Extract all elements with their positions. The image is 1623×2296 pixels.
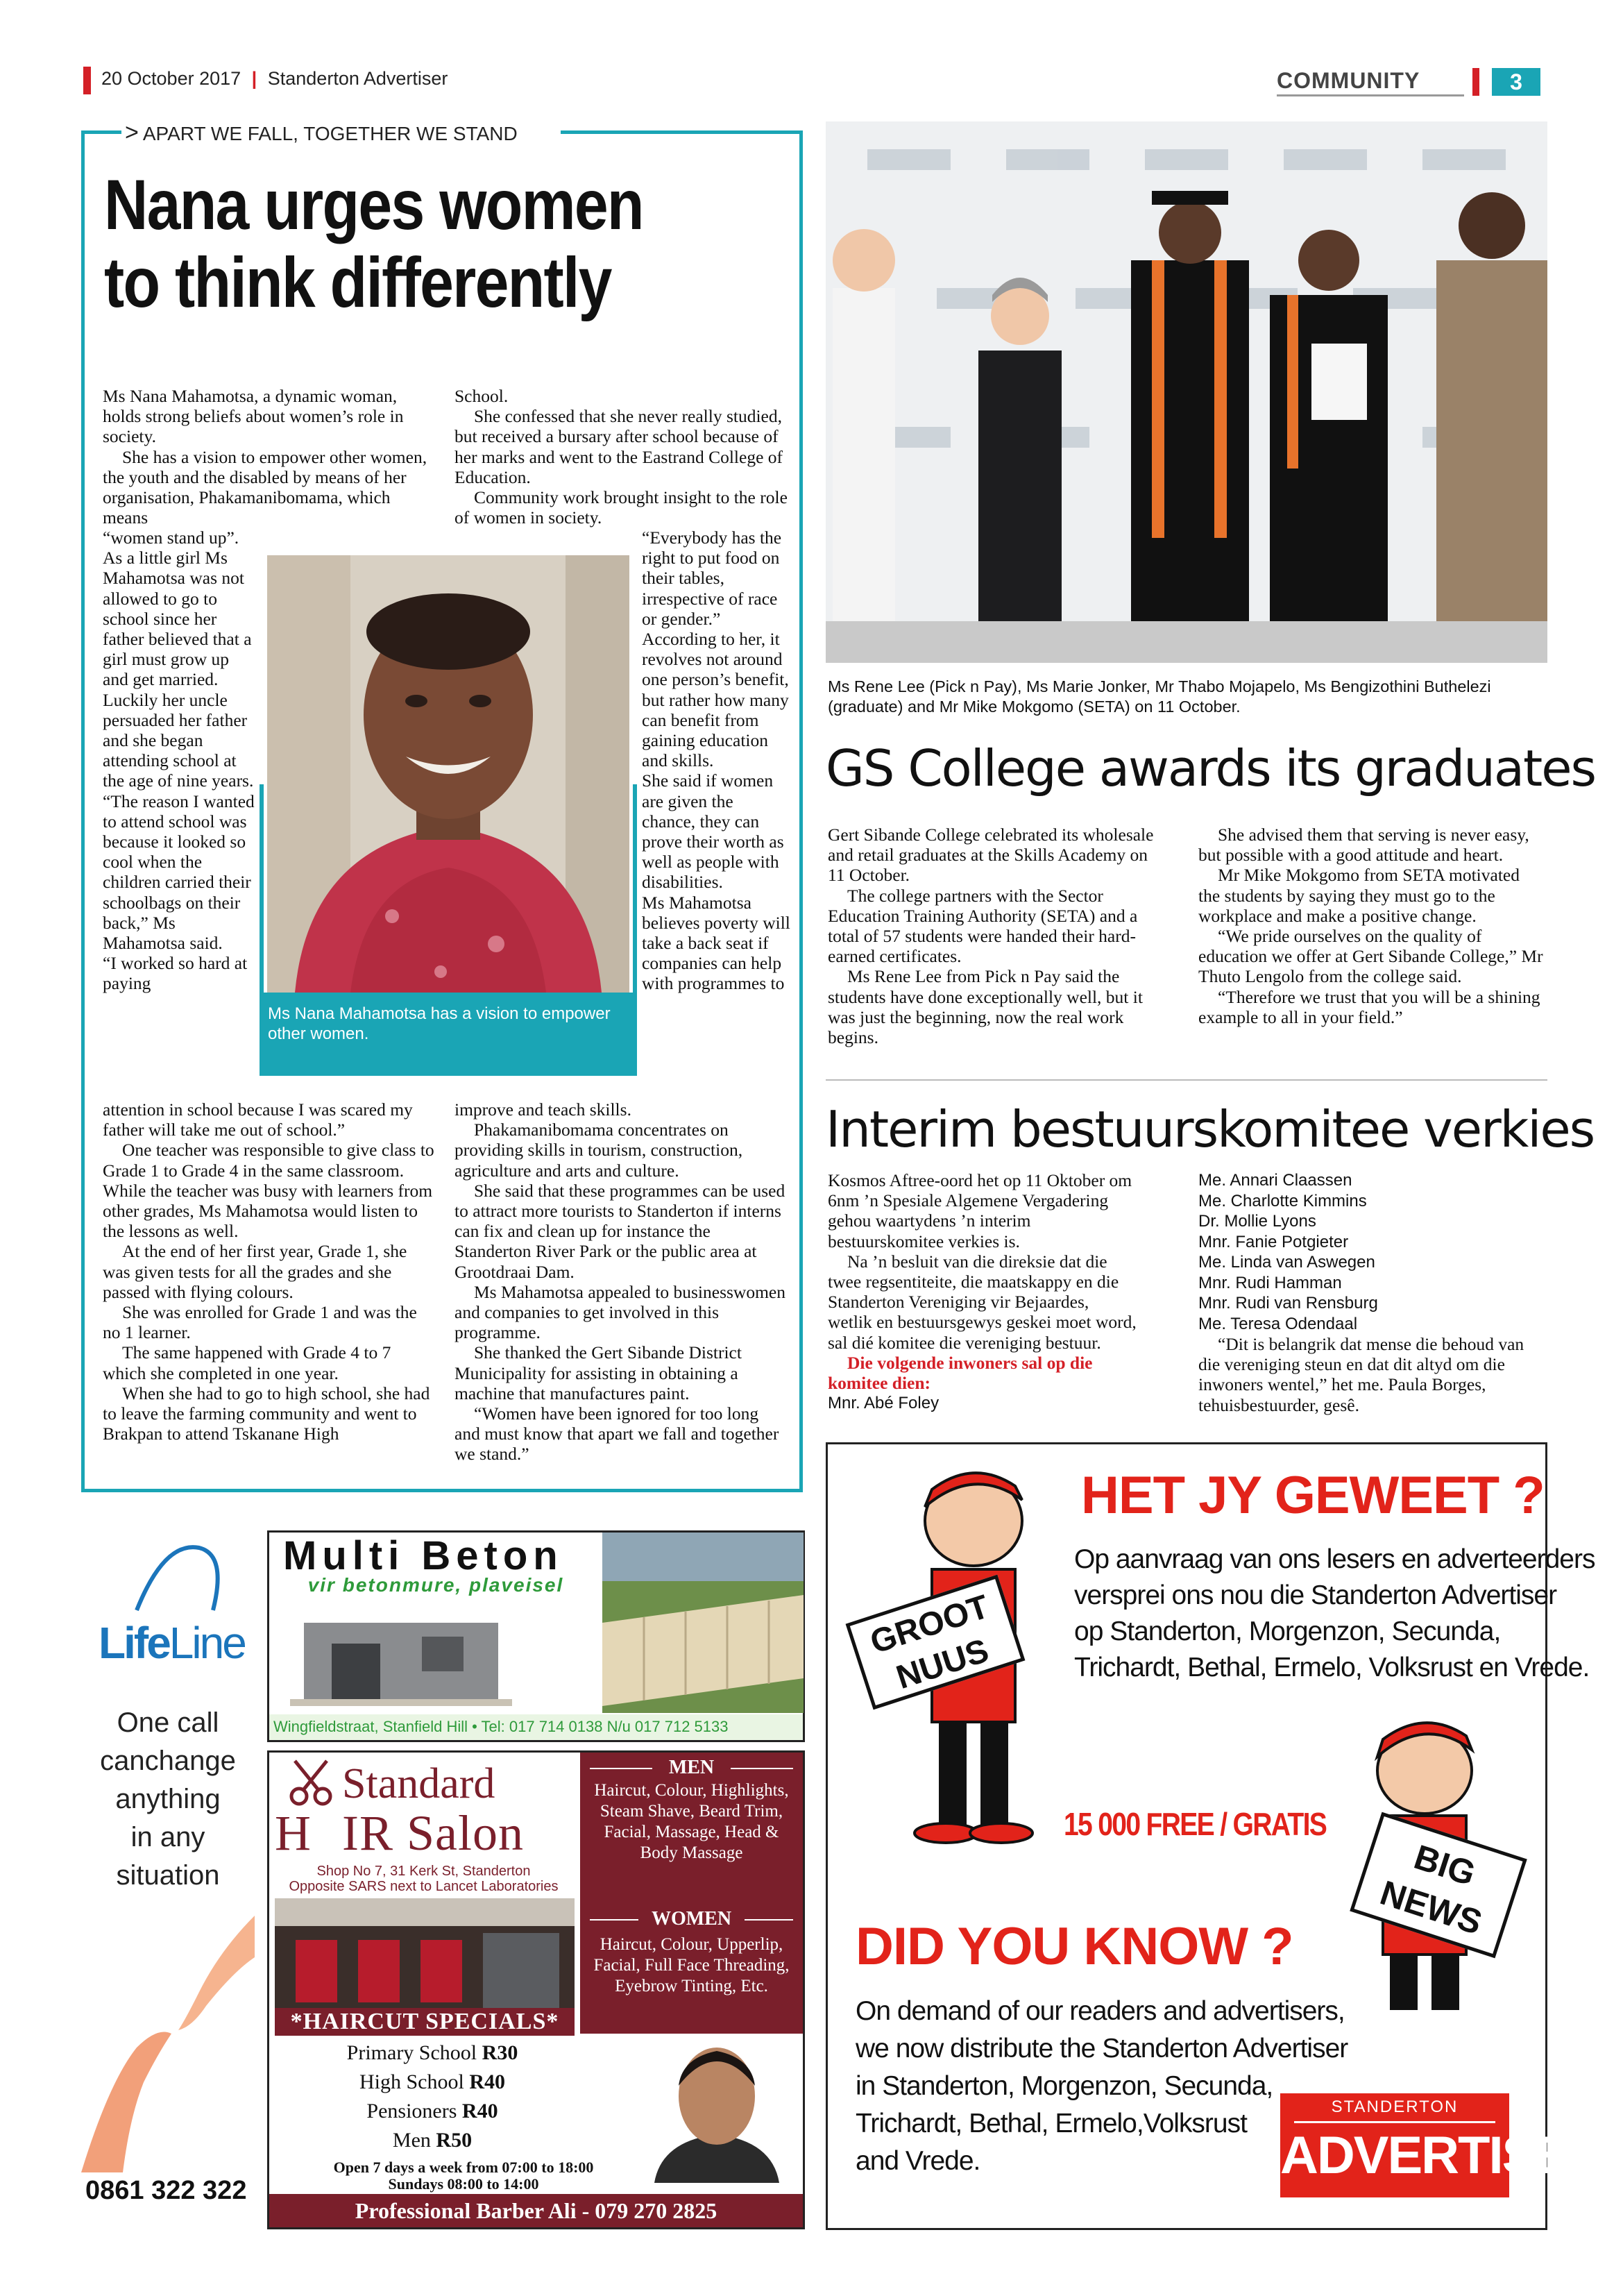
advertiser-logo [1280, 2093, 1606, 2197]
lifeline-swoosh-icon [123, 1534, 234, 1617]
price-row [269, 2097, 595, 2126]
en-text-line: and Vrede. [856, 2146, 980, 2176]
price-row [269, 2038, 595, 2068]
salon-name-h: H [275, 1805, 312, 1861]
tagline-line: anything [115, 1784, 221, 1814]
header-dateline [101, 68, 448, 90]
helping-hands-icon [81, 1909, 255, 2172]
kicker [125, 119, 518, 146]
af-text-line: versprei ons nou die Standerton Advertiser [1074, 1580, 1557, 1610]
paragraph: Kosmos Aftree-oord het op 11 Oktober om 6nm ’n Spesiale Algemene Vergadering gehou waartydens ’n interim bestuurskomitee verkies is. [828, 1170, 1132, 1251]
main-col1-bottom [103, 1099, 436, 1444]
men-rule-right [731, 1768, 793, 1769]
precast-wall-photo [602, 1533, 804, 1713]
paragraph: Gert Sibande College celebrated its wholesale and retail graduates at the Skills Academy on 11 October. [828, 825, 1154, 886]
barber-contact: Professional Barber Ali - 079 270 2825 [269, 2194, 803, 2227]
committee-headline: Interim bestuurskomitee verkies [826, 1100, 1595, 1158]
committee-closing [1198, 1334, 1545, 1415]
hours-line: Sundays 08:00 to 14:00 [388, 2175, 539, 2193]
paragraph: improve and teach skills. [454, 1099, 631, 1120]
haircut-specials: *HAIRCUT SPECIALS* [275, 2008, 575, 2036]
en-title: DID YOU KNOW ? [856, 1917, 1293, 1976]
en-text-line: in Standerton, Morgenzon, Secunda, [856, 2071, 1273, 2101]
logo-big-text: ADVERTISER [1280, 2126, 1606, 2185]
multibeton-subtitle: vir betonmure, plaveisel [307, 1574, 564, 1596]
women-services: Haircut, Colour, Upperlip, Facial, Full Face Threading, Eyebrow Tinting, Etc. [593, 1935, 790, 1995]
headline-line1: Nana urges women [104, 165, 643, 244]
page-number: 3 [1510, 69, 1522, 94]
paragraph: She advised them that serving is never easy, but possible with a good attitude and heart. [1198, 825, 1529, 866]
free-gratis: 15 000 FREE / GRATIS [1064, 1806, 1327, 1842]
hours-line: Open 7 days a week from 07:00 to 18:00 [333, 2159, 594, 2176]
graduates-headline: GS College awards its graduates [826, 739, 1596, 797]
af-text-line: op Standerton, Morgenzon, Secunda, [1074, 1617, 1501, 1646]
price-label: High School [359, 2070, 464, 2093]
paragraph: She confessed that she never really studied, but received a bursary after school because of her marks and went to the Eastrand College of Education. [454, 406, 783, 487]
main-col2-bottom [454, 1099, 788, 1464]
opening-hours [269, 2159, 658, 2193]
tagline-line: One call [117, 1707, 219, 1738]
en-text-line: we now distribute the Standerton Advertiser [856, 2034, 1348, 2063]
distribution-ad [826, 1442, 1606, 2230]
committee-name: Me. Charlotte Kimmins [1198, 1191, 1367, 1210]
tagline-line: situation [116, 1860, 220, 1891]
men-services: Haircut, Colour, Highlights, Steam Shave, Beard Trim, Facial, Massage, Head & Body Massage [594, 1781, 789, 1862]
kicker-text: APART WE FALL, TOGETHER WE STAND [142, 123, 518, 144]
header-paper: Standerton Advertiser [267, 68, 448, 89]
lifeline-tagline [81, 1704, 255, 1895]
paragraph: Ms Rene Lee from Pick n Pay said the students have done exceptionally well, but it was just the beginning, now the real work begins. [828, 966, 1143, 1048]
committee-name: Dr. Mollie Lyons [1198, 1212, 1316, 1231]
committee-name: Me. Linda van Aswegen [1198, 1253, 1375, 1272]
price-row [269, 2126, 595, 2155]
paragraph: “Women have been ignored for too long and must know that apart we fall and together we stand.” [454, 1403, 779, 1464]
main-col2-top [454, 386, 788, 527]
paragraph: Na ’n besluit van die direksie dat die twee regsentiteite, die maatskappy en die Standerton Vereniging vir Bejaardes, wetlik en bestuursgewys geskei moet word, sal dié komitee die vereniging bestuur. [828, 1251, 1137, 1353]
photo-caption: Ms Nana Mahamotsa has a vision to empower other women. [260, 993, 637, 1076]
paragraph: School. [454, 386, 509, 406]
paragraph: At the end of her first year, Grade 1, she was given tests for all the grades and she passed with flying colours. [103, 1241, 407, 1302]
tagline-line: canchange [100, 1746, 236, 1776]
main-col1-narrow: “women stand up”. As a little girl Ms Mahamotsa was not allowed to go to school since her father believed that a girl must grow up and get married. Luckily her uncle persuaded her father and she began attending school at the age of nine years. “The reason I wanted to attend school was because it looked so cool when the children carried their schoolbags on their back,” Ms Mahamotsa said. “I worked so hard at paying [103, 527, 255, 994]
paragraph: She thanked the Gert Sibande District Municipality for assisting in obtaining a machine that manufactures paint. [454, 1342, 742, 1403]
en-text-line: Trichardt, Bethal, Ermelo,Volksrust [856, 2109, 1247, 2138]
paragraph: “We pride ourselves on the quality of education we offer at Gert Sibande College,” Mr Thuto Lengolo from the college said. [1198, 926, 1543, 987]
paragraph: Ms Mahamotsa appealed to businesswomen and companies to get involved in this programme. [454, 1281, 786, 1343]
multibeton-footer: Wingfieldstraat, Stanfield Hill • Tel: 017 714 0138 N/u 017 712 5133 [273, 1718, 729, 1735]
af-text-line: Trichardt, Bethal, Ermelo, Volksrust en Vrede. [1074, 1653, 1590, 1682]
lifeline-ad [81, 1520, 255, 2228]
graduates-col1 [828, 825, 1168, 1047]
paragraph: When she had to go to high school, she had to leave the farming community and went to Brakpan to attend Tskanane High [103, 1383, 430, 1444]
main-col1-top [103, 386, 436, 527]
graduates-photo-caption: Ms Rene Lee (Pick n Pay), Ms Marie Jonker, Mr Thabo Mojapelo, Ms Bengizothini Buthelezi (graduate) and Mr Mike Mokgomo (SETA) on 11 October. [828, 677, 1491, 716]
committee-name: Mnr. Rudi Hamman [1198, 1273, 1342, 1292]
price-row [269, 2068, 595, 2097]
frame-top-right [561, 130, 803, 134]
paragraph: Phakamanibomama concentrates on providing skills in tourism, construction, agriculture and arts and culture. [454, 1120, 743, 1181]
men-title: MEN [668, 1757, 715, 1778]
logo-small-text: STANDERTON [1331, 2097, 1459, 2116]
portrait-illustration [267, 555, 629, 993]
salon-name-top: Standard [342, 1760, 495, 1807]
red-highlight: Die volgende inwoners sal op die komitee dien: [828, 1352, 1093, 1394]
section-underline [1277, 94, 1464, 96]
women-rule-left [590, 1919, 638, 1921]
salon-address [269, 1864, 578, 1894]
page-number-red [1472, 68, 1479, 96]
salon-name-bottom [275, 1805, 524, 1862]
paragraph: The college partners with the Sector Education Training Authority (SETA) and a total of 57 students were handed their hard-earned certificates. [828, 885, 1138, 967]
section-label: COMMUNITY [1277, 68, 1420, 93]
committee-name: Mnr. Rudi van Rensburg [1198, 1294, 1378, 1312]
committee-name: Me. Teresa Odendaal [1198, 1314, 1358, 1333]
header-red-marker [83, 67, 91, 94]
price-value: R40 [461, 2100, 498, 2122]
header-separator: | [251, 68, 257, 89]
lifeline-phone: 0861 322 322 [85, 2176, 247, 2205]
paragraph: attention in school because I was scared my father will take me out of school.” [103, 1099, 413, 1140]
committee-name: Mnr. Abé Foley [828, 1394, 940, 1413]
price-value: R50 [436, 2129, 473, 2152]
scissors-icon [287, 1758, 335, 1807]
committee-name: Mnr. Fanie Potgieter [1198, 1232, 1349, 1251]
price-label: Primary School [346, 2041, 477, 2064]
paragraph: She was enrolled for Grade 1 and was the no 1 learner. [103, 1302, 417, 1343]
headline-line2: to think differently [104, 243, 611, 322]
men-rule-left [590, 1768, 652, 1769]
graduates-col2 [1198, 825, 1545, 1027]
price-value: R30 [482, 2041, 518, 2064]
paragraph: Ms Nana Mahamotsa, a dynamic woman, holds strong beliefs about women’s role in society. [103, 386, 404, 447]
committee-name: Me. Annari Claassen [1198, 1171, 1352, 1190]
paragraph: “Therefore we trust that you will be a shining example to all in your field.” [1198, 986, 1540, 1027]
price-value: R40 [469, 2070, 505, 2093]
lifeline-logo-part2: Line [169, 1618, 245, 1668]
kicker-arrow: > [125, 119, 139, 146]
price-label: Pensioners [366, 2100, 457, 2122]
af-title: HET JY GEWEET ? [1081, 1466, 1545, 1525]
salon-address-line: Opposite SARS next to Lancet Laboratories [289, 1879, 559, 1894]
af-text-line: Op aanvraag van ons lesers en adverteerders [1074, 1544, 1595, 1574]
price-label: Men [392, 2129, 431, 2152]
paragraph: The same happened with Grade 4 to 7 which she completed in one year. [103, 1342, 391, 1383]
concrete-structure-icon [290, 1609, 512, 1706]
barber-portrait-photo [647, 2037, 786, 2183]
paragraph: Mr Mike Mokgomo from SETA motivated the students by saying they must go to the workplace and make a positive change. [1198, 865, 1520, 926]
paragraph: Community work brought insight to the role of women in society. [454, 487, 788, 528]
graduation-illustration [826, 121, 1547, 663]
en-text [856, 1993, 1348, 2180]
paragraph: “Dit is belangrik dat mense die behoud van die vereniging steun en dat dit altyd om die inwoners wentel,” het me. Paula Borges, tehuisbestuurder, gesê. [1198, 1334, 1524, 1415]
women-title: WOMEN [651, 1908, 732, 1930]
tagline-line: in any [130, 1822, 205, 1852]
lifeline-logo [99, 1617, 245, 1669]
salon-name-rest: IR Salon [342, 1805, 525, 1861]
frame-top-left [81, 130, 121, 134]
price-list [269, 2038, 595, 2155]
logo-rule [1294, 2121, 1495, 2123]
woman-portrait-photo [267, 555, 629, 993]
section-divider [826, 1079, 1547, 1081]
committee-col2 [1198, 1170, 1545, 1415]
lifeline-logo-part1: Life [99, 1618, 169, 1668]
salon-address-line: Shop No 7, 31 Kerk St, Standerton [316, 1864, 531, 1879]
en-text-line: On demand of our readers and advertisers, [856, 1996, 1345, 2026]
groot-nuus-sign: GROOT NUUS [846, 1575, 1026, 1710]
main-col2-narrow: “Everybody has the right to put food on their tables, irrespective of race or gender.” According to her, it revolves not around one person’s benefit, but rather how many can benefit from gaining education and skills. She said if women are given the chance, they can prove their worth as well as people with disabilities. Ms Mahamotsa believes poverty will take a back seat if companies can help with programmes to [642, 527, 790, 994]
multibeton-ad [267, 1530, 805, 1742]
committee-col1 [828, 1170, 1137, 1414]
af-text [1074, 1542, 1595, 1686]
graduation-photo [826, 121, 1547, 663]
big-news-sign: BIG NEWS [1350, 1812, 1527, 1959]
paragraph: She has a vision to empower other women, the youth and the disabled by means of her organisation, Phakamanibomama, which means [103, 446, 427, 528]
paragraph: She said that these programmes can be used to attract more tourists to Standerton if interns can fix and clean up for instance the Standerton River Park or the public area at Grootdraai Dam. [454, 1180, 785, 1282]
multibeton-title: Multi Beton [283, 1533, 563, 1578]
header-date: 20 October 2017 [101, 68, 241, 89]
paragraph: One teacher was responsible to give class to Grade 1 to Grade 4 in the same classroom. While the teacher was busy with learners from other grades, Ms Mahamotsa would listen to the lessons as well. [103, 1140, 434, 1242]
salon-ad [267, 1750, 805, 2229]
women-rule-right [745, 1919, 793, 1921]
